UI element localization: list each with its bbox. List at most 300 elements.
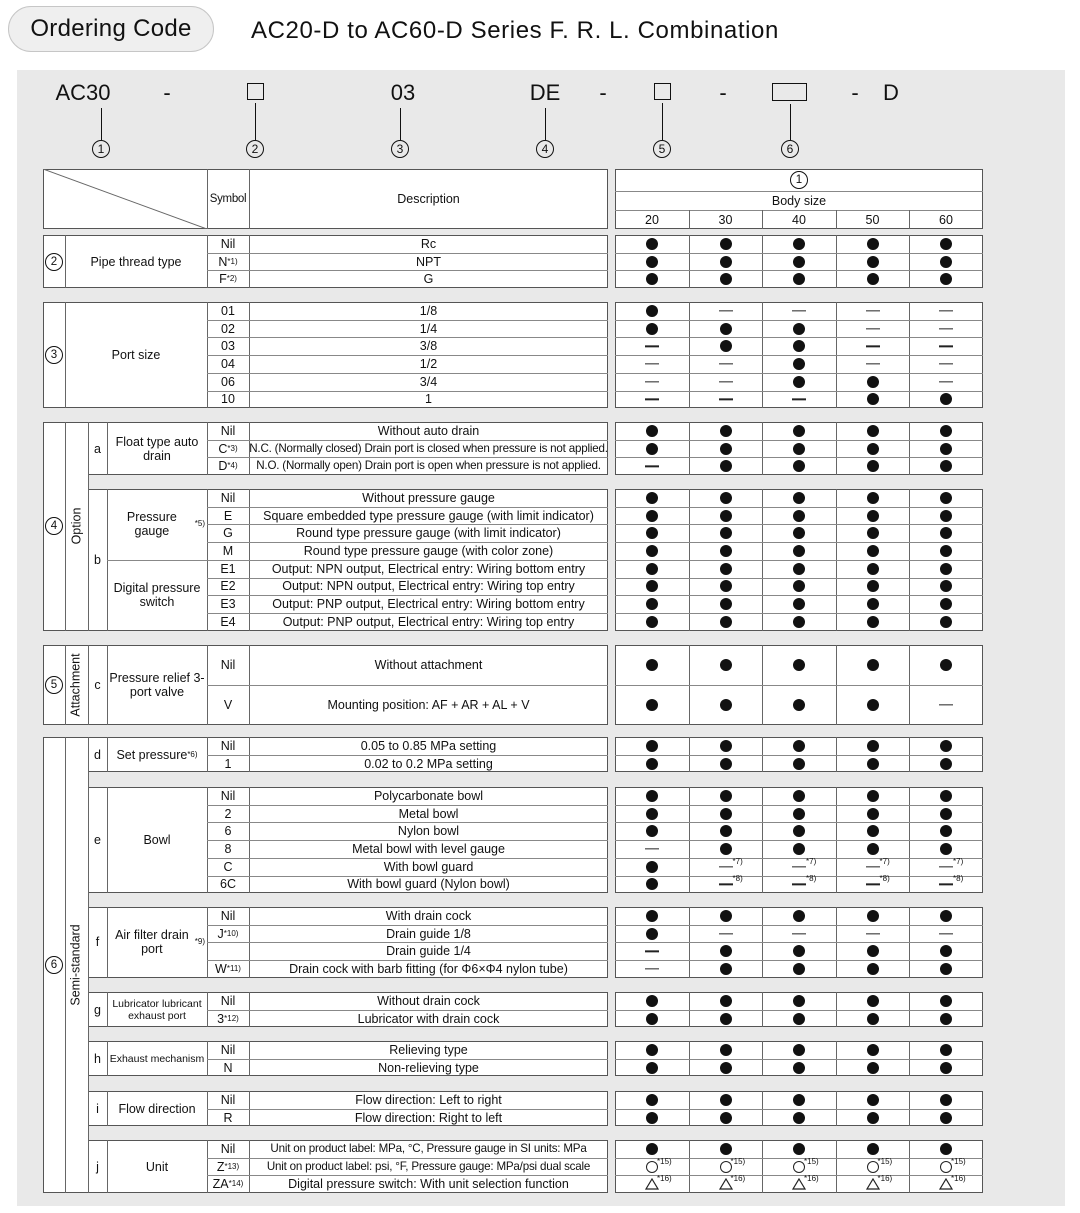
cell-text: Flow direction: Left to right: [355, 1092, 502, 1107]
description-cell: [249, 542, 608, 560]
mark-available: [867, 376, 879, 388]
column-divider: [836, 422, 837, 475]
group-number-badge: 3: [45, 346, 63, 364]
description-header: Description: [397, 192, 460, 206]
mark-available: [793, 740, 805, 752]
cell-text: Relieving type: [389, 1042, 468, 1057]
cell-text: Float type auto drain: [115, 434, 199, 463]
mark-available: [867, 843, 879, 855]
mark-available: [793, 563, 805, 575]
vertical-label-text: Attachment: [69, 653, 84, 717]
mark-available: [793, 843, 805, 855]
mark-available: [646, 545, 658, 557]
symbol-cell: [207, 787, 249, 805]
body-size-30: 30: [718, 212, 733, 227]
mark-available: [793, 1044, 805, 1056]
row-line: [615, 805, 983, 806]
cell-text: Lubricator lubricant exhaust port: [112, 997, 202, 1022]
symbol-cell: [207, 373, 249, 391]
mark-available: [646, 425, 658, 437]
mark-available: [793, 808, 805, 820]
symbol-cell: [207, 858, 249, 876]
description-cell: [249, 270, 608, 288]
mark-available: [793, 256, 805, 268]
symbol-cell: [207, 595, 249, 613]
item-label: [107, 489, 207, 560]
cell-text: Exhaust mechanism: [109, 1052, 205, 1065]
mark-available: [793, 1013, 805, 1025]
cell-text: Drain guide 1/8: [386, 926, 471, 941]
cell-text: Round type pressure gauge (with color zone): [303, 543, 554, 558]
mark-available: [646, 510, 658, 522]
mark-available: [793, 995, 805, 1007]
mark-available: [793, 510, 805, 522]
item-row-line: [615, 560, 983, 561]
footnote-ref: *11): [226, 963, 241, 973]
description-cell: [249, 560, 608, 578]
cell-text: C: [218, 441, 228, 456]
symbol-cell: [207, 320, 249, 338]
body-size-50: 50: [865, 212, 880, 227]
mark-available: [940, 460, 952, 472]
item-label: [107, 1140, 207, 1193]
cell-text: Nil: [220, 993, 236, 1008]
mark-footnote: *8): [732, 874, 743, 884]
symbol-cell: [207, 1109, 249, 1127]
code-box-6: [772, 83, 807, 101]
mark-available: [940, 790, 952, 802]
code-link-line: [101, 108, 102, 140]
group-number: [43, 737, 65, 1193]
cell-text: Non-relieving type: [378, 1060, 479, 1075]
mark-available: [646, 305, 658, 317]
cell-text: E1: [220, 561, 236, 576]
cell-text: ZA: [212, 1177, 229, 1192]
cell-text: Nil: [220, 423, 236, 438]
row-line: [615, 253, 983, 254]
description-cell: [249, 457, 608, 475]
mark-available: [793, 963, 805, 975]
mark-available: [940, 598, 952, 610]
row-line: [615, 524, 983, 525]
description-cell: [249, 942, 608, 960]
group-number: [43, 235, 65, 288]
description-cell: [249, 1010, 608, 1028]
group-number-badge: 4: [45, 517, 63, 535]
symbol-cell: [207, 1059, 249, 1077]
description-cell: [249, 876, 608, 894]
code-token: -: [719, 80, 727, 105]
cell-text: 6C: [220, 877, 236, 892]
mark-available: [720, 1013, 732, 1025]
description-cell: [249, 595, 608, 613]
description-cell: [249, 337, 608, 355]
cell-text: Air filter drain port: [115, 928, 189, 957]
cell-text: Output: NPN output, Electrical entry: Wiring bottom entry: [271, 561, 586, 576]
mark-available: [720, 238, 732, 250]
description-cell: [249, 507, 608, 525]
description-cell: [249, 524, 608, 542]
cell-text: E4: [220, 614, 236, 629]
footnote-ref: *5): [194, 519, 205, 529]
item-label: [107, 1041, 207, 1076]
code-position-number: 1: [92, 140, 110, 158]
mark-footnote: *16): [877, 1174, 893, 1184]
column-divider: [836, 1140, 837, 1193]
mark-available: [720, 563, 732, 575]
cell-text: Metal bowl with level gauge: [352, 841, 505, 856]
mark-available: [720, 843, 732, 855]
mark-not-available: [792, 866, 806, 867]
row-line: [615, 876, 983, 877]
sub-letter: g: [94, 1002, 101, 1017]
mark-available: [720, 443, 732, 455]
code-box-2: [247, 83, 264, 100]
mark-footnote: *16): [730, 1174, 746, 1184]
group-label: Pipe thread type: [90, 254, 182, 269]
mark-available: [940, 238, 952, 250]
mark-available: [646, 256, 658, 268]
mark-available: [720, 580, 732, 592]
mark-not-available: [645, 848, 659, 849]
mark-not-available: [939, 933, 953, 934]
row-line: [615, 1010, 983, 1011]
mark-available: [940, 740, 952, 752]
footnote-ref: *14): [228, 1179, 244, 1189]
mark-available: [940, 1013, 952, 1025]
mark-available: [793, 1143, 805, 1155]
mark-not-available: [939, 866, 953, 867]
mark-not-available: [792, 399, 806, 400]
item-label: [107, 1091, 207, 1126]
cell-text: Drain guide 1/4: [386, 944, 471, 959]
cell-text: 3: [217, 1011, 225, 1026]
mark-available: [646, 758, 658, 770]
column-divider: [909, 1140, 910, 1193]
symbol-cell: [207, 440, 249, 458]
footnote-ref: *3): [227, 443, 238, 453]
mark-available: [720, 323, 732, 335]
group-number: [43, 645, 65, 725]
description-cell: [249, 320, 608, 338]
body-size-60: 60: [939, 212, 953, 227]
mark-available: [940, 492, 952, 504]
cell-text: E3: [220, 597, 236, 612]
mark-available: [720, 527, 732, 539]
cell-text: 06: [221, 374, 235, 389]
cell-text: N: [218, 254, 228, 269]
cell-text: E2: [220, 579, 236, 594]
mark-available: [720, 758, 732, 770]
cell-text: 03: [221, 339, 235, 354]
cell-text: 1: [425, 392, 432, 407]
column-divider: [762, 1140, 763, 1193]
mark-not-available: [939, 381, 953, 382]
column-divider: [836, 235, 837, 288]
symbol-cell: [207, 560, 249, 578]
cell-text: Metal bowl: [398, 806, 459, 821]
cell-text: Without drain cock: [377, 993, 480, 1008]
mark-available: [720, 492, 732, 504]
mark-footnote: *7): [953, 856, 964, 866]
mark-available: [940, 758, 952, 770]
code-position-number: 5: [653, 140, 671, 158]
mark-available: [867, 808, 879, 820]
footnote-ref: *6): [187, 749, 198, 759]
code-token: -: [163, 80, 171, 105]
mark-available: [720, 963, 732, 975]
ordering-code-label: Ordering Code: [30, 15, 192, 42]
symbol-cell: [207, 685, 249, 725]
symbol-cell: [207, 822, 249, 840]
footnote-ref: *9): [194, 937, 205, 947]
mark-available: [720, 790, 732, 802]
code-token: -: [599, 80, 607, 105]
description-cell: [249, 1175, 608, 1193]
mark-available: [867, 273, 879, 285]
mark-available: [646, 273, 658, 285]
mark-available: [867, 545, 879, 557]
mark-available: [646, 492, 658, 504]
description-cell: [249, 1109, 608, 1127]
mark-available: [867, 563, 879, 575]
position-number-1: 1: [790, 171, 808, 189]
code-box-5: [654, 83, 671, 100]
mark-available: [867, 1094, 879, 1106]
description-cell: [249, 1091, 608, 1109]
mark-available: [793, 790, 805, 802]
cell-text: Output: PNP output, Electrical entry: Wiring bottom entry: [272, 597, 585, 612]
mark-not-available: [866, 933, 880, 934]
mark-not-available: [719, 363, 733, 364]
item-label: [107, 560, 207, 631]
mark-available: [940, 808, 952, 820]
mark-available: [940, 393, 952, 405]
code-position-number: 6: [781, 140, 799, 158]
mark-available: [940, 527, 952, 539]
mark-available: [867, 699, 879, 711]
mark-available: [940, 616, 952, 628]
item-label: [107, 422, 207, 475]
symbol-header: Symbol: [209, 193, 247, 205]
mark-not-available: [719, 884, 733, 885]
cell-text: Z: [216, 1159, 225, 1174]
mark-available: [720, 256, 732, 268]
row-line: [615, 507, 983, 508]
cell-text: Pressure gauge: [126, 510, 177, 539]
cell-text: V: [223, 698, 233, 712]
mark-footnote: *15): [951, 1156, 966, 1166]
mark-not-available: [719, 933, 733, 934]
symbol-cell: [207, 805, 249, 823]
footnote-ref: *1): [227, 256, 238, 266]
mark-not-available: [866, 363, 880, 364]
code-link-line: [400, 108, 401, 140]
page-title: AC20-D to AC60-D Series F. R. L. Combination: [251, 17, 779, 44]
mark-available: [646, 1062, 658, 1074]
description-cell: [249, 373, 608, 391]
symbol-cell: [207, 422, 249, 440]
mark-available: [720, 1044, 732, 1056]
cell-text: 01: [221, 303, 235, 318]
mark-available: [793, 323, 805, 335]
mark-available: [720, 740, 732, 752]
symbol-cell: [207, 355, 249, 373]
mark-available: [720, 1143, 732, 1155]
item-label: [107, 907, 207, 978]
vertical-label-text: Option: [69, 507, 83, 545]
mark-available: [940, 1044, 952, 1056]
mark-available: [646, 928, 658, 940]
description-cell: [249, 489, 608, 507]
symbol-cell: [207, 457, 249, 475]
row-line: [615, 685, 983, 686]
row-line: [615, 925, 983, 926]
cell-text: Digital pressure switch: With unit selection function: [288, 1177, 569, 1192]
row-line: [615, 840, 983, 841]
mark-available: [867, 510, 879, 522]
mark-available: [867, 659, 879, 671]
mark-available: [793, 443, 805, 455]
mark-available: [867, 580, 879, 592]
item-row-line: [207, 560, 608, 561]
mark-not-available: [866, 866, 880, 867]
symbol-cell: [207, 876, 249, 894]
mark-available: [940, 910, 952, 922]
mark-available: [940, 1094, 952, 1106]
mark-available: [867, 1044, 879, 1056]
row-line: [615, 440, 983, 441]
cell-text: 10: [221, 392, 235, 407]
symbol-cell: [207, 613, 249, 631]
mark-available: [793, 340, 805, 352]
cell-text: Without pressure gauge: [362, 490, 495, 505]
mark-available: [646, 825, 658, 837]
symbol-cell: [207, 235, 249, 253]
code-token: -: [851, 80, 859, 105]
cell-text: Nil: [220, 738, 236, 753]
cell-text: F: [219, 272, 227, 287]
symbol-cell: [207, 507, 249, 525]
mark-available: [867, 790, 879, 802]
mark-available: [867, 1112, 879, 1124]
description-cell: [249, 613, 608, 631]
row-line: [615, 595, 983, 596]
ordering-code-badge: [8, 6, 214, 52]
row-line: [615, 373, 983, 374]
cell-text: Nil: [220, 1092, 236, 1107]
mark-available: [646, 659, 658, 671]
cell-text: Pressure relief 3-port valve: [109, 671, 205, 699]
cell-text: 8: [224, 841, 232, 856]
symbol-cell: [207, 270, 249, 288]
mark-available: [940, 256, 952, 268]
cell-text: Without attachment: [374, 658, 483, 672]
symbol-cell: [207, 302, 249, 320]
vertical-label-text: Semi-standard: [69, 924, 84, 1006]
cell-text: E: [223, 508, 233, 523]
column-divider: [689, 1140, 690, 1193]
code-link-line: [255, 103, 256, 140]
code-token: 03: [390, 80, 416, 105]
mark-available: [720, 616, 732, 628]
mark-available: [793, 238, 805, 250]
mark-available: [720, 598, 732, 610]
mark-available: [867, 1143, 879, 1155]
cell-text: D: [218, 459, 228, 474]
mark-not-available: [719, 866, 733, 867]
cell-text: Nylon bowl: [397, 824, 460, 839]
cell-text: 6: [224, 824, 232, 839]
group-number-badge: 5: [45, 676, 63, 694]
sub-letter: c: [94, 678, 101, 692]
header-diagonal: [43, 169, 207, 229]
mark-available: [646, 563, 658, 575]
mark-not-available: [939, 363, 953, 364]
mark-footnote: *8): [806, 874, 817, 884]
item-label: [107, 787, 207, 893]
mark-available: [793, 527, 805, 539]
row-line: [615, 960, 983, 961]
symbol-cell: [207, 645, 249, 685]
mark-available: [646, 1013, 658, 1025]
group-vertical-label: [65, 645, 87, 725]
mark-not-available: [645, 346, 659, 347]
row-line: [615, 337, 983, 338]
item-label: [107, 992, 207, 1027]
group-vertical-label: [65, 422, 87, 631]
description-cell: [249, 858, 608, 876]
mark-available: [793, 910, 805, 922]
mark-available: [646, 527, 658, 539]
cell-text: M: [222, 543, 234, 558]
mark-available: [793, 273, 805, 285]
mark-available: [940, 545, 952, 557]
mark-not-available: [645, 363, 659, 364]
cell-text: Unit on product label: MPa, °C, Pressure gauge in SI units: MPa: [270, 1141, 587, 1155]
description-cell: [249, 645, 608, 685]
description-cell: [249, 1041, 608, 1059]
symbol-cell: [207, 253, 249, 271]
mark-available: [646, 1044, 658, 1056]
code-token: D: [883, 80, 899, 105]
row-line: [615, 542, 983, 543]
mark-footnote: *16): [657, 1174, 672, 1184]
footnote-ref: *4): [227, 461, 238, 471]
description-cell: [249, 925, 608, 943]
cell-text: N.C. (Normally closed) Drain port is closed when pressure is not applied.: [249, 441, 608, 455]
row-line: [615, 457, 983, 458]
cell-text: 04: [221, 356, 235, 371]
footnote-ref: *2): [226, 274, 237, 284]
body-size-position-cell: [615, 170, 983, 190]
mark-available: [867, 758, 879, 770]
symbol-cell: [207, 925, 249, 943]
mark-available: [646, 580, 658, 592]
mark-not-available: [866, 346, 880, 347]
mark-available: [867, 1013, 879, 1025]
row-line: [615, 320, 983, 321]
sub-letter: e: [94, 833, 101, 848]
description-cell: [249, 992, 608, 1010]
symbol-cell: [207, 755, 249, 773]
cell-text: Bowl: [143, 833, 171, 848]
row-line: [615, 355, 983, 356]
mark-available: [793, 425, 805, 437]
mark-available: [646, 861, 658, 873]
mark-not-available: [645, 399, 659, 400]
cell-text: Without auto drain: [377, 423, 480, 438]
